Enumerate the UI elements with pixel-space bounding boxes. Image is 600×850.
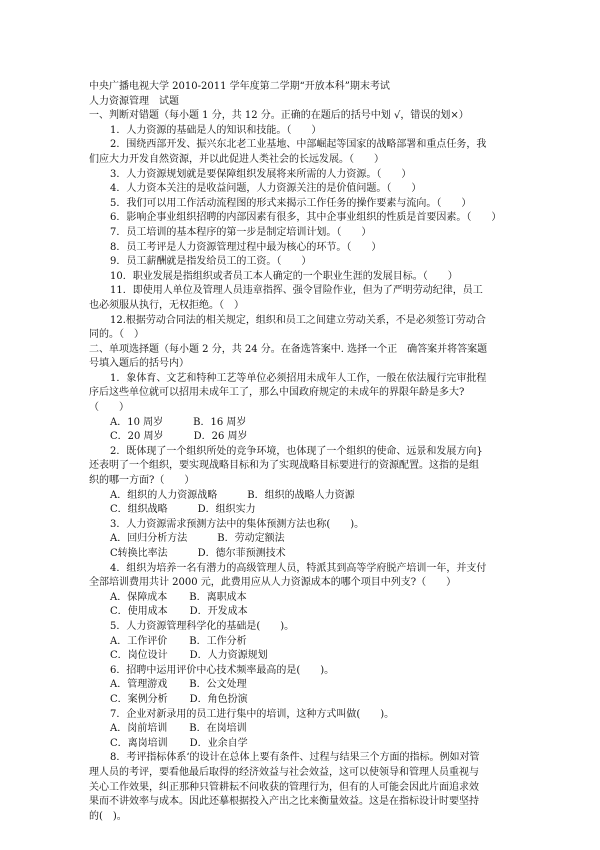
- s2-q4-options-ab: [89, 591, 519, 606]
- s2-question-2: 2．既体现了一个组织所处的竞争环境，也体现了一个组织的使命、远景和发展方向}: [110, 445, 483, 457]
- s2-q2-options-ab: [89, 489, 519, 504]
- s1-question-6: 6．影响企事业组织招聘的内部因素有很多，其中企事业组织的性质是首要因素。（ ）: [110, 212, 502, 224]
- s2-q2-option-d: D．组织实力: [197, 504, 256, 516]
- s2-q7-option-a: A．岗前培训: [110, 723, 168, 735]
- s1-question-12: 12.根据劳动合同法的相关规定，组织和员工之间建立劳动关系，不是必须签订劳动合: [110, 314, 486, 326]
- section-1-heading: 一、判断对错题（每小题 1 分，共 12 分。正确的在题后的括号中划 √，错误的划×）: [89, 110, 469, 122]
- s2-q3-options-ab: [89, 532, 519, 547]
- s1-question-2: 2．围绕西部开发、振兴东北老工业基地、中部崛起等国家的战略部署和重点任务，我: [110, 139, 487, 151]
- s2-q6-option-c: C．案例分析: [110, 693, 168, 705]
- s2-q6-options-cd: [89, 693, 519, 708]
- s2-q5-option-c: C．岗位设计: [110, 650, 168, 662]
- s2-q4-options-cd: [89, 605, 519, 620]
- s1-question-8: 8．员工考评是人力资源管理过程中最为核心的环节。（ ）: [110, 241, 382, 253]
- s2-q7-option-d: D．业余自学: [189, 737, 248, 749]
- s2-q7-options-ab: [89, 722, 519, 737]
- s2-q4-option-d: D．开发成本: [189, 606, 248, 618]
- s2-q1-options-ab: [89, 416, 519, 431]
- s2-question-8-cont4: 的( )。: [89, 810, 127, 822]
- s2-question-7: 7．企业对新录用的员工进行集中的培训，这种方式叫做( )。: [110, 708, 395, 720]
- s2-question-8-cont3: 果而不讲效率与成本。因此还摹根据投入产出之比来衡量效益。这是在指标设计时要坚持: [89, 796, 479, 808]
- s2-q4-option-a: A．保障成本: [110, 591, 168, 603]
- s1-question-11: 11．即使用人单位及管理人员违章指挥、强令冒险作业，但为了严明劳动纪律，员工: [110, 285, 483, 297]
- s1-question-11-cont: 也必须服从执行，无权拒绝。（ ）: [89, 299, 244, 311]
- s2-q5-option-a: A．工作评价: [110, 635, 168, 647]
- s2-q5-options-cd: [89, 649, 519, 664]
- s2-question-1-paren: （ ）: [89, 402, 129, 414]
- s1-question-12-cont: 同的。（ ）: [89, 329, 144, 341]
- s2-question-1: 1．象体育、文艺和特种工艺等单位必须招用未成年人工作，一般在依法履行完审批程: [110, 372, 487, 384]
- s2-q5-options-ab: [89, 635, 519, 650]
- s1-question-1: 1．人力资源的基础是人的知识和技能。（ ）: [110, 124, 322, 136]
- s2-question-5: 5．人力资源管理科学化的基础是( )。: [110, 620, 295, 632]
- s2-question-2-cont2: 织的哪一方面?（ ）: [89, 475, 195, 487]
- s1-question-10: 10．职业发展是指组织或者员工本人确定的一个职业生涯的发展目标。（ ）: [110, 270, 458, 282]
- s1-question-2-cont: 们应大力开发自然资源，并以此促进人类社会的长远发展。（ ）: [89, 153, 384, 165]
- s2-q3-option-d: D．德尔菲预测技术: [197, 548, 286, 559]
- s2-q6-options-ab: [89, 678, 519, 693]
- s2-q7-options-cd: [89, 737, 519, 752]
- s2-q2-option-a: A．组织的人力资源战略: [110, 489, 218, 501]
- s2-question-8-cont: 理人员的考评，要看他最后取得的经济效益与社会效益，这可以使领导和管理人员重视与: [89, 766, 479, 778]
- s2-q5-option-b: B．工作分析: [189, 635, 247, 647]
- s2-question-3: 3．人力资源需求预测方法中的集体预测方法也称( )。: [110, 518, 365, 530]
- s2-q2-option-b: B．组织的战略人力资源: [247, 489, 355, 501]
- s2-q7-option-b: B．在岗培训: [189, 723, 247, 735]
- s2-q2-options-cd: [89, 503, 519, 518]
- s2-q6-option-a: A．管理游戏: [110, 679, 168, 691]
- s2-q3-option-b: B．劳动定额法: [217, 533, 285, 545]
- s2-q6-option-b: B．公文处理: [189, 679, 247, 691]
- s2-q3-option-a: A．回归分析方法: [110, 533, 188, 545]
- s2-q7-option-c: C．离岗培训: [110, 737, 168, 749]
- s2-question-4: 4．组织为培养一名有潜力的高级管理人员，特派其到高等学府脱产培训一年，并支付: [110, 562, 487, 574]
- s2-q1-options-cd: [89, 430, 519, 445]
- s2-question-4-cont: 全部培训费用共计 2000 元，此费用应从人力资源成本的哪个项目中列支?（ ）: [89, 577, 457, 589]
- s2-question-8-cont2: 关心工作效果，纠正那种只管耕耘不问收获的管理行为，但有的人可能会因此片面追求效: [89, 781, 479, 793]
- s1-question-7: 7．员工培训的基本程序的第一步是制定培训计划。（ ）: [110, 226, 372, 238]
- s2-q5-option-d: D．人力资源规划: [189, 650, 268, 662]
- exam-title: 中央广播电视大学 2010-2011 学年度第二学期“开放本科”期末考试: [89, 81, 390, 92]
- s2-q2-option-c: C．组织战略: [110, 504, 168, 516]
- s2-q1-option-d: D．26 周岁: [193, 431, 248, 443]
- s1-question-9: 9．员工薪酬就是指发给员工的工资。（ ）: [110, 256, 312, 268]
- s2-q4-option-b: B．离职成本: [189, 591, 247, 603]
- s2-question-6: 6．招聘中运用评价中心技术频率最高的是( )。: [110, 664, 335, 676]
- s2-q6-option-d: D．角色扮演: [189, 693, 248, 705]
- s2-question-1-cont: 序后这些单位就可以招用未成年工了，那么中国政府规定的未成年的界限年龄是多大?: [89, 387, 465, 399]
- s2-q1-option-c: C．20 周岁: [110, 431, 164, 443]
- s2-q4-option-c: C．使用成本: [110, 606, 168, 618]
- s1-question-5: 5．我们可以用工作活动流程图的形式来揭示工作任务的操作要素与流向。（ ）: [110, 197, 472, 209]
- s1-question-3: 3．人力资源规划就是要保障组织发展将来所需的人力资源。（ ）: [110, 168, 412, 180]
- document-body: [89, 80, 519, 824]
- section-2-heading: 二、单项选择题（每小题 2 分，共 24 分。在备选答案中. 选择一个正 确答案并将答案题: [89, 343, 488, 355]
- section-2-heading-cont: 号填入题后的括号内）: [89, 358, 189, 370]
- s2-q1-option-b: B．16 周岁: [193, 416, 247, 428]
- s1-question-4: 4．人力资本关注的是收益问题，人力资源关注的是价值问题。（ ）: [110, 183, 422, 195]
- s2-q3-options-cd: [89, 547, 519, 562]
- s2-q3-option-c: C转换比率法: [110, 548, 168, 559]
- exam-subtitle: 人力资源管理 试题: [89, 95, 179, 107]
- s2-question-8: 8．考评指标体系‘的设计在总体上要有条件、过程与结果三个方面的指标。例如对管: [110, 752, 480, 764]
- s2-question-2-cont: 还表明了一个组织，要实现战略目标和为了实现战略目标要进行的资源配置。这指的是组: [89, 460, 479, 472]
- s2-q1-option-a: A．10 周岁: [110, 416, 164, 428]
